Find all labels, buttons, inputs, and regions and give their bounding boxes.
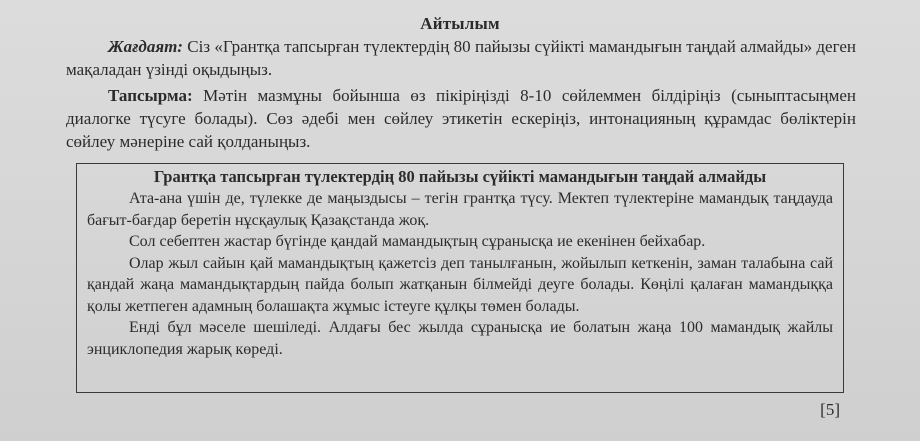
score-mark: [5] xyxy=(820,400,840,419)
situation-text: Сіз «Грантқа тапсырған түлектердің 80 пайызы сүйікті мамандығын таңдай алмайды» деген мақаладан үзінді оқыдыңыз. xyxy=(66,37,856,79)
task-label: Тапсырма: xyxy=(108,86,193,105)
situation-block xyxy=(66,35,856,81)
article-title: Грантқа тапсырған түлектердің 80 пайызы сүйікті мамандығын таңдай алмайды xyxy=(153,167,767,186)
article-paragraph: Олар жыл сайын қай мамандықтың қажетсіз деп танылғанын, жойылып кеткенін, заман талабына сай қандай жаңа мамандықтардың пайда болып жатқанын білмейді деуге болады. Көңілі қалаған мамандыққа қолы жетпеген адамның болашақта жұмыс істеуге құлқы төмен болады. xyxy=(87,254,833,315)
task-block xyxy=(66,84,856,153)
task-text: Мәтін мазмұны бойынша өз пікіріңізді 8-10 сөйлеммен білдіріңіз (сыныптасыңмен диалогке түсуге болады). Сөз әдебі мен сөйлеу этикетін ескеріңіз, интонацияның құрамдас бөліктерін сөйлеу мәнеріне сай қолданыңыз. xyxy=(66,86,857,151)
article-paragraph: Енді бұл мәселе шешіледі. Алдағы бес жылда сұранысқа ие болатын жаңа 100 мамандық жайлы энциклопедия жарық көреді. xyxy=(87,319,833,358)
page-title: Айтылым xyxy=(420,14,500,33)
article-paragraph: Сол себептен жастар бүгінде қандай мамандықтың сұранысқа ие екенінен бейхабар. xyxy=(129,233,706,250)
situation-label: Жағдаят: xyxy=(108,37,183,56)
article-paragraph: Ата-ана үшін де, түлекке де маңыздысы – тегін грантқа түсу. Мектеп түлектеріне мамандық таңдауда бағыт-бағдар беретін нұсқаулық Қазақстанда жоқ. xyxy=(87,190,833,229)
article-box xyxy=(76,163,844,393)
